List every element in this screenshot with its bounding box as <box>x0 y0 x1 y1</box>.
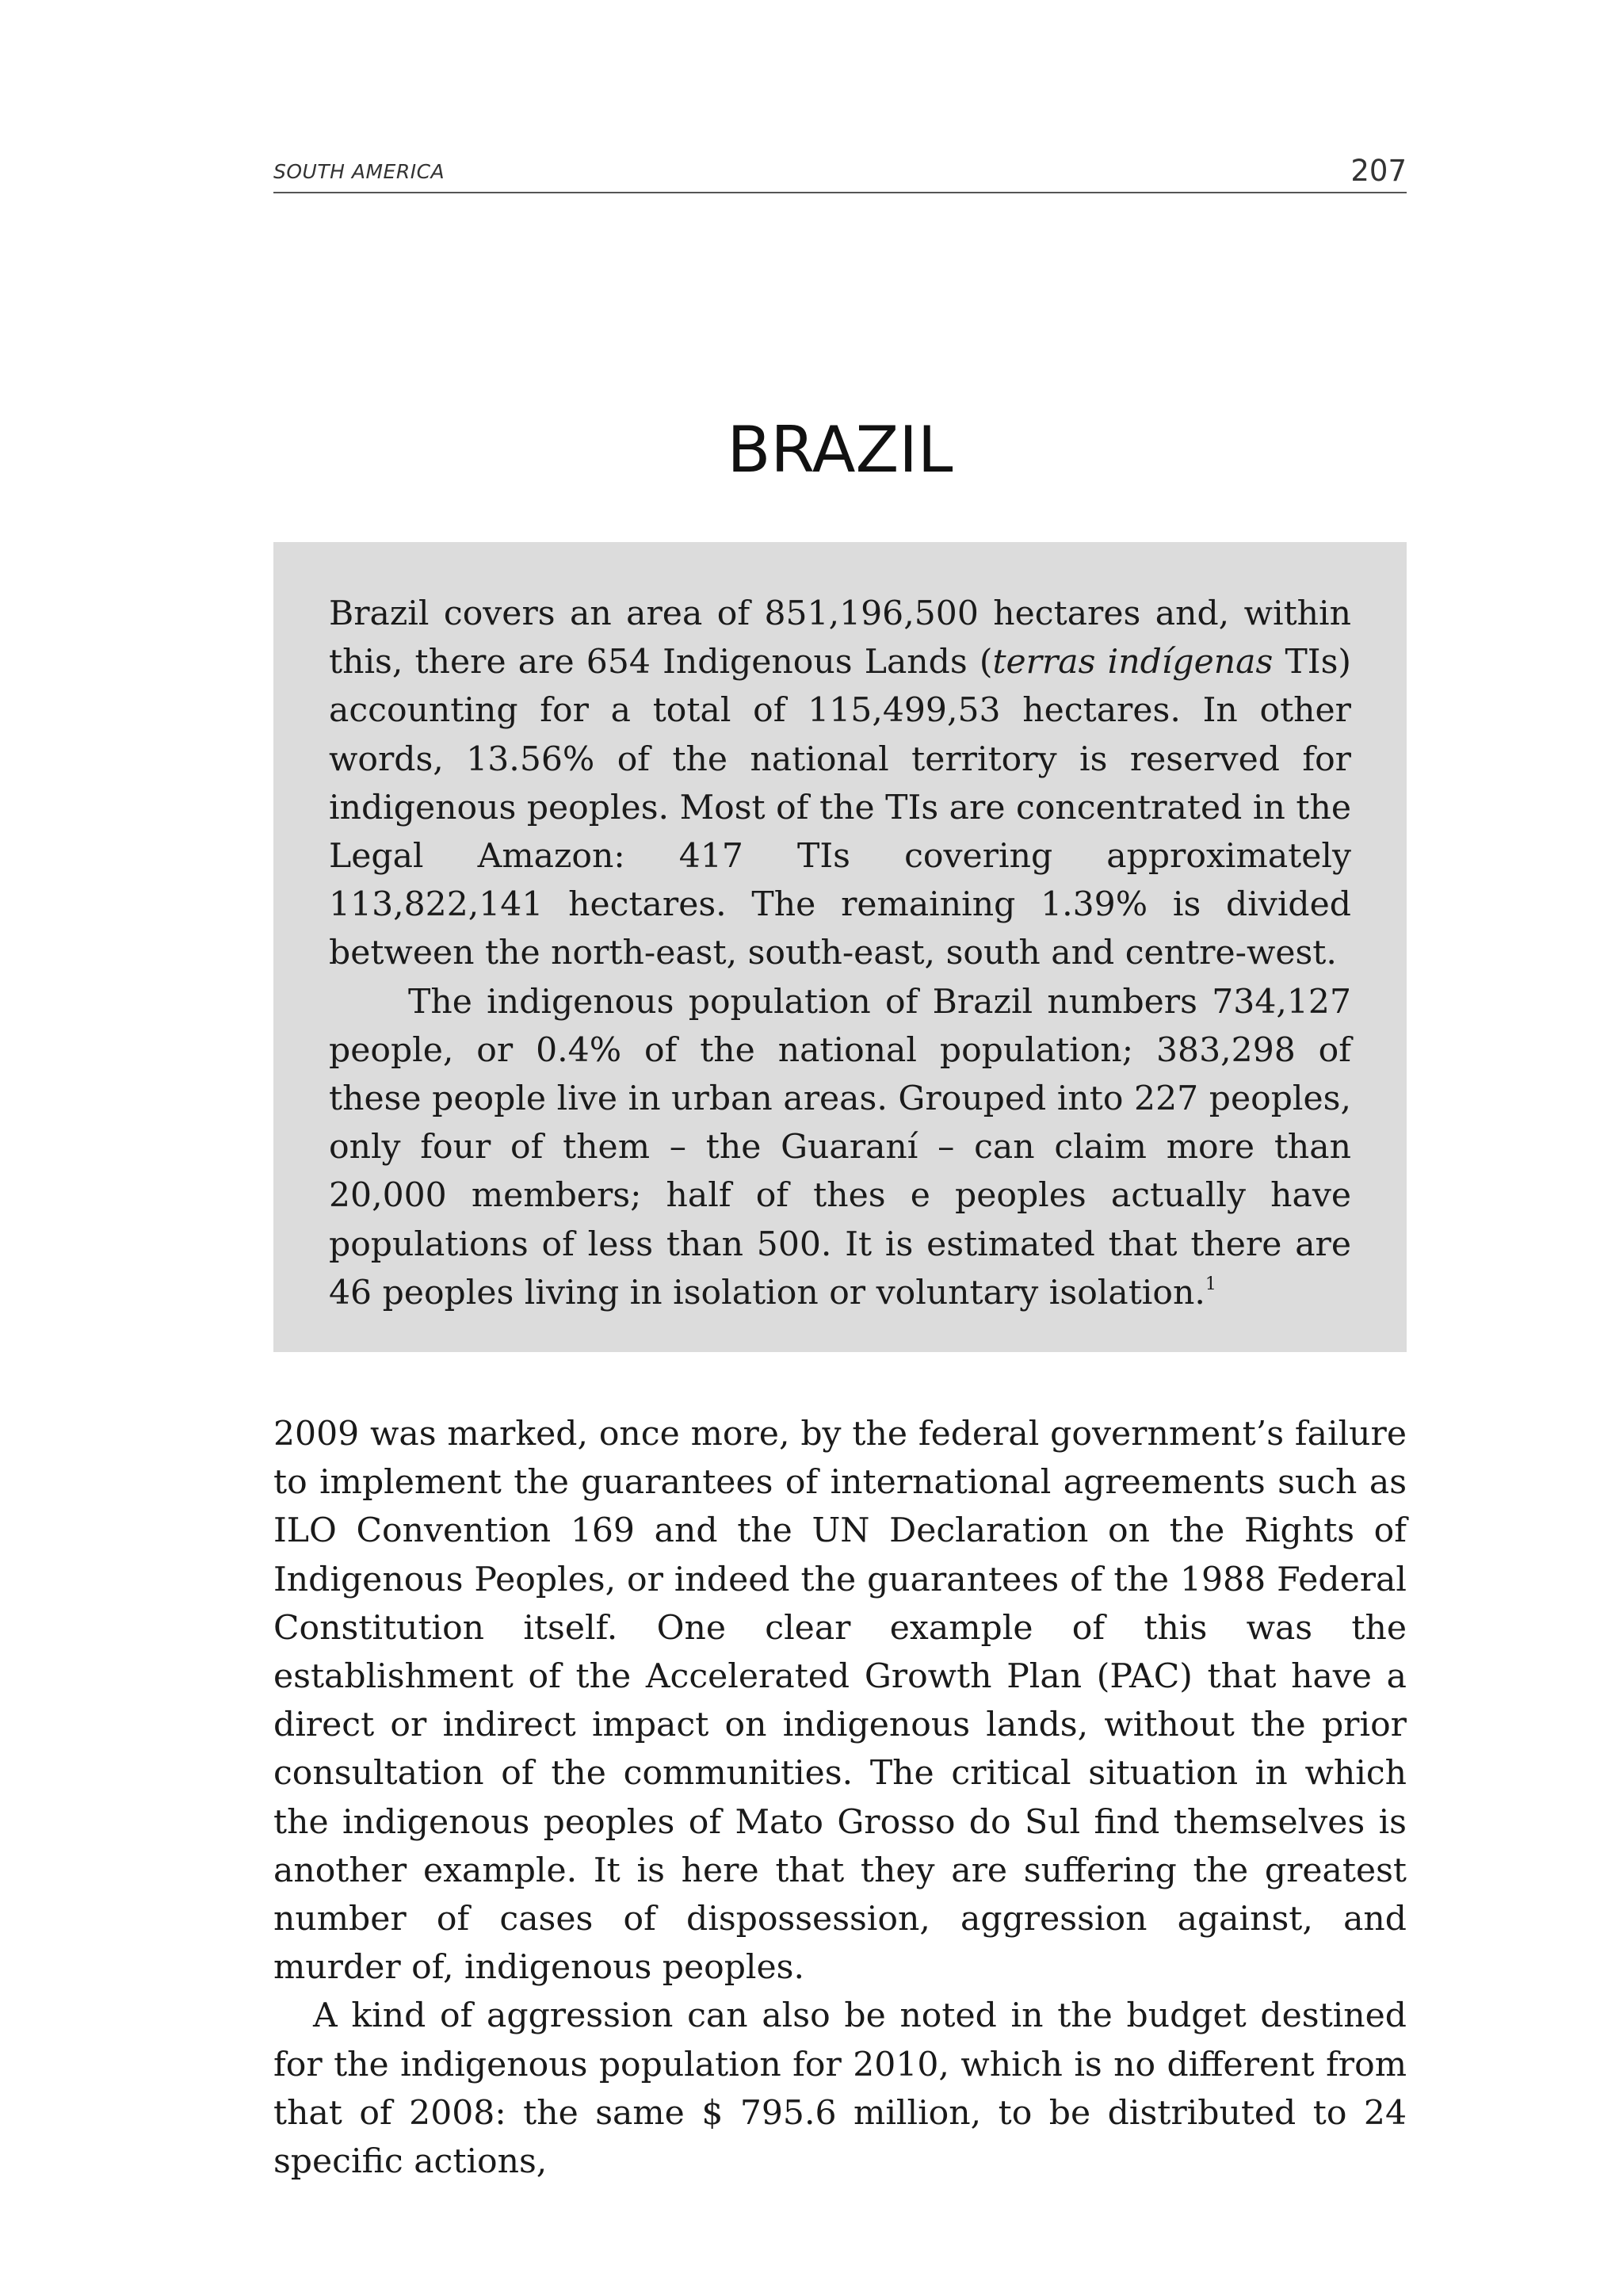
body-paragraph-2: A kind of aggression can also be noted in the budget destined for the indigenous population for 2010, which is no different from that of 2008: the same $ 795.6 million, to be distributed to 24 specific actions, <box>273 1996 1407 2182</box>
footnote-reference[interactable]: 1 <box>1205 1274 1216 1294</box>
page-number: 207 <box>1350 154 1407 188</box>
chapter-title: BRAZIL <box>727 413 953 487</box>
running-header <box>273 155 1407 193</box>
section-name: SOUTH AMERICA <box>273 160 445 183</box>
document-page <box>273 0 1407 2296</box>
summary-box <box>273 542 1407 1352</box>
summary-paragraph-2: The indigenous population of Brazil numbers 734,127 people, or 0.4% of the national population; 383,298 of these people live in urban areas. Grouped into 227 peoples, only four of them – the Guaraní – can claim more than 20,000 members; half of thes e peoples actually have populations of less than 500. It is estimated that there are 46 peoples living in isolation or voluntary isolation.$^1$ <box>329 982 1351 1312</box>
italic-term: terras indígenas <box>992 643 1274 682</box>
body-paragraph-1: 2009 was marked, once more, by the federal government’s failure to implement the guarantees of international agreements such as ILO Convention 169 and the UN Declaration on the Rights of Indigenous Peoples, or indeed the guarantees of the 1988 Federal Constitution itself. One clear example of this was the establishment of the Accelerated Growth Plan (PAC) that have a direct or indirect impact on indigenous lands, without the prior consultation of the communities. The critical situation in which the indigenous peoples of Mato Grosso do Sul find themselves is another example. It is here that they are suffering the greatest number of cases of dispossession, aggression against, and murder of, indigenous peoples. <box>273 1415 1407 1988</box>
body-text <box>273 1410 1407 2186</box>
summary-paragraph-1: Brazil covers an area of 851,196,500 hectares and, within this, there are 654 Indigenous Lands (terras indígenas TIs) accounting for a total of 115,499,53 hectares. In other words, 13.56% of the national territory is reserved for indigenous peoples. Most of the TIs are concentrated in the Legal Amazon: 417 TIs covering approximately 113,822,141 hectares. The remaining 1.39% is divided between the north-east, south-east, south and centre-west. <box>329 594 1351 973</box>
